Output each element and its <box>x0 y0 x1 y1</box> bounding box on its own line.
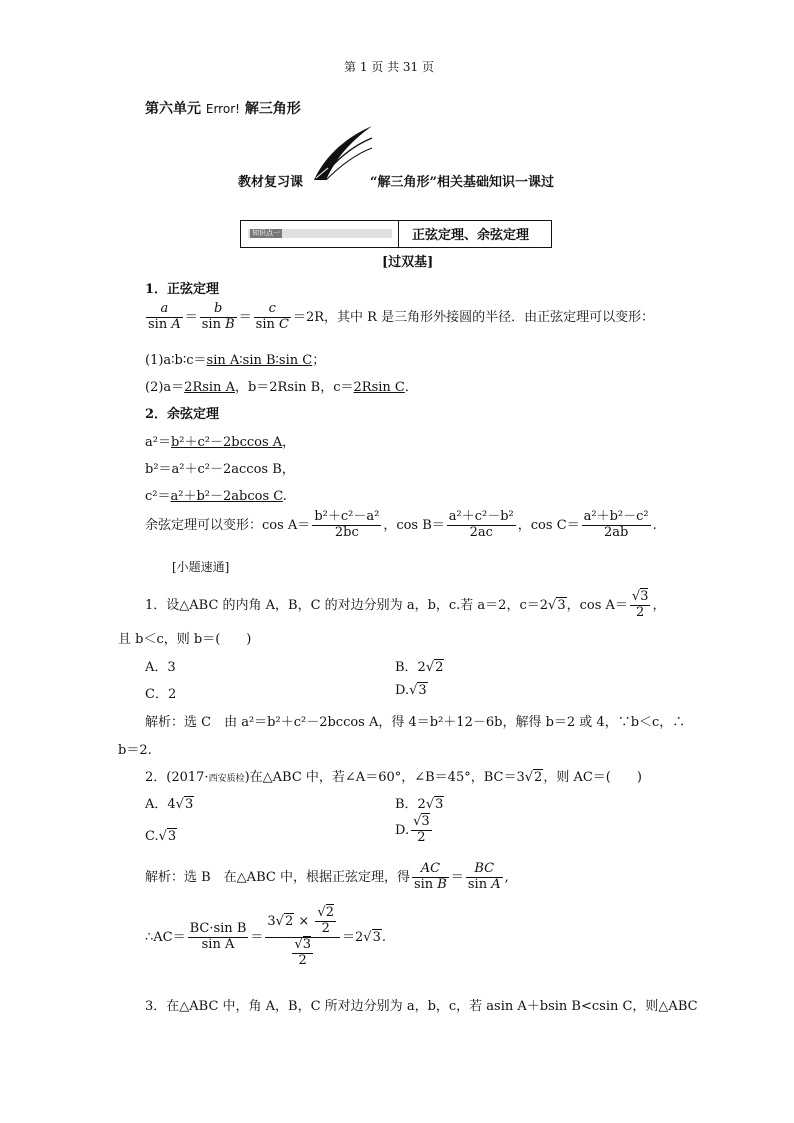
s2-l3-post: . <box>282 489 287 504</box>
s1-item2-post: ． <box>404 380 418 395</box>
q2-option-a: A．4√3 <box>145 797 194 812</box>
q2-solution1: 解析：选 B 在△ABC 中，根据正弦定理，得 $\frac{AC}{\text{sin B}}$ ＝ $\frac{BC}{\text{sin A}}$ , <box>145 861 509 892</box>
s1-item2-mid: ，b＝2Rsin B，c＝ <box>234 380 354 395</box>
unit-name: 解三角形 <box>244 101 301 117</box>
frac-BC-sinA: $\frac{BC}{\text{sin A}}$ <box>467 861 501 892</box>
s2-l1-answer: b²＋c²－2bccos A <box>170 435 283 450</box>
q1-stem-c: ， <box>652 597 666 613</box>
s1-item2-answer1: 2Rsin A <box>184 380 235 395</box>
practice-label: [小题速通] <box>172 560 230 574</box>
swoosh-decoration-icon <box>312 124 374 182</box>
banner-right: “解三角形”相关基础知识一课过 <box>370 175 554 190</box>
q1-stem-b: ，cos A＝ <box>566 597 628 613</box>
q1-stem2: 且 b＜c，则 b＝( ) <box>118 632 252 647</box>
frac-AC-sinB: $\frac{AC}{\text{sin B}}$ <box>413 861 447 892</box>
frac-cosA: $\frac{\text{b²＋c²－a²}}{2bc}$ <box>314 509 380 540</box>
q2-sol2-end: . <box>381 929 386 945</box>
q2-option-d: D. $\frac{√3}{2}$ <box>395 814 430 845</box>
cosine-variant <box>145 510 657 541</box>
error-text: Error! <box>205 102 240 116</box>
q2-stem-post: ，则 AC＝( ) <box>543 770 642 785</box>
s1-item1 <box>145 349 325 368</box>
s1-item1-answer: sin A∶sin B∶sin C <box>206 353 313 368</box>
s2-l1-post: ， <box>282 435 296 450</box>
q2-stem <box>145 766 642 785</box>
q2-option-b: B．2√3 <box>395 797 444 812</box>
s2-line1 <box>145 431 295 450</box>
q2-solution2: ∴AC＝ $\frac{\text{BC·sin B}}{\text{sin A}}$ ＝ 3√2 × $\frac{√2}{2}$ $\frac{√3}{2}$ ＝2√3. <box>145 905 386 968</box>
q2-option-c: C.√3 <box>145 829 177 844</box>
frac-b-sinB: $\frac{b}{\text{sin B}}$ <box>201 301 235 332</box>
q2-sol2-pre: ∴AC＝ <box>145 929 186 945</box>
sqrt-3-a: √3 <box>548 597 566 613</box>
section-tag-label: 知识点一 <box>252 229 280 237</box>
s1-title: 1．正弦定理 <box>145 282 220 297</box>
frac-BCsinB-sinA: $\frac{\text{BC·sin B}}{\text{sin A}}$ <box>189 920 247 952</box>
sine-law-formula: $\frac{a}{\text{sin A}}$ ＝ $\frac{b}{\text{sin B}}$ ＝ $\frac{c}{\text{sin C}}$ ＝2R，其中 R 是三角形外接圆的半径．由正弦定理可以变形： <box>148 301 655 332</box>
frac-cosB: $\frac{\text{a²＋c²－b²}}{2ac}$ <box>448 509 514 540</box>
q1-solution2: b＝2. <box>118 743 152 758</box>
sine-law-tail: ＝2R，其中 R 是三角形外接圆的半径．由正弦定理可以变形： <box>292 309 655 325</box>
q1-solution: 解析：选 C 由 a²＝b²＋c²－2bccos A，得 4＝b²＋12－6b，解得 b＝2 或 4，∵b＜c，∴ <box>145 715 686 730</box>
variant-pre: 余弦定理可以变形：cos A＝ <box>145 517 311 533</box>
frac-cosC: $\frac{\text{a²＋b²－c²}}{2ab}$ <box>583 509 649 540</box>
s1-item1-pre: (1)a∶b∶c＝ <box>145 353 207 368</box>
q2-sol1-post: , <box>504 869 509 885</box>
s2-l3-answer: a²＋b²－2abcos C <box>170 489 283 504</box>
s1-item2-pre: (2)a＝ <box>145 380 185 395</box>
frac-compound: 3√2 × $\frac{√2}{2}$ $\frac{√3}{2}$ <box>265 906 340 969</box>
sep-cosC: ，cos C＝ <box>517 517 580 533</box>
q3-stem: 3．在△ABC 中，角 A，B，C 所对边分别为 a，b，c，若 asin A＋bsin B<csin C，则△ABC <box>145 999 698 1014</box>
s1-item2-answer2: 2Rsin C <box>353 380 405 395</box>
s2-line2: b²＝a²＋c²－2accos B， <box>145 462 295 477</box>
q2-stem-mid: )在△ABC 中，若∠A＝60°，∠B＝45°，BC＝3 <box>244 770 525 785</box>
q1-option-c: C．2 <box>145 687 177 702</box>
page-number: 第 1 页 共 31 页 <box>344 60 434 74</box>
q1-option-b: B．2√2 <box>395 660 444 675</box>
q1-stem <box>145 590 666 621</box>
s2-l3-pre: c²＝ <box>145 489 171 504</box>
q2-sol2-post: ＝2 <box>342 929 364 945</box>
variant-end: . <box>652 517 657 533</box>
frac-c-sinC: $\frac{c}{\text{sin C}}$ <box>255 301 289 332</box>
s2-line3 <box>145 485 287 504</box>
section-divider <box>398 220 399 247</box>
sqrt-2-q2: √2 <box>524 770 543 785</box>
frac-sqrt3-over-2: $\frac{√3}{2}$ <box>631 589 649 620</box>
sep-cosB: ，cos B＝ <box>383 517 445 533</box>
q1-stem-a: 1．设△ABC 的内角 A，B，C 的对边分别为 a，b，c.若 a＝2，c＝2 <box>145 597 549 613</box>
s1-item1-post: ； <box>312 353 326 368</box>
unit-title <box>145 98 301 118</box>
s2-l1-pre: a²＝ <box>145 435 171 450</box>
subhead-review: [过双基] <box>382 255 434 270</box>
frac-a-sinA: $\frac{a}{\text{sin A}}$ <box>148 301 181 332</box>
q2-source: 西安质检 <box>208 774 245 784</box>
unit-prefix: 第六单元 <box>145 101 201 117</box>
q2-sol1-pre: 解析：选 B 在△ABC 中，根据正弦定理，得 <box>145 869 410 885</box>
section-title: 正弦定理、余弦定理 <box>412 228 530 243</box>
q1-option-d: D.√3 <box>395 683 427 698</box>
s2-title: 2．余弦定理 <box>145 407 220 422</box>
q1-option-a: A．3 <box>145 660 176 675</box>
q2-stem-pre: 2．(2017· <box>145 770 209 785</box>
s1-item2 <box>145 376 418 395</box>
banner-left: 教材复习课 <box>238 175 304 190</box>
sqrt-3-result: √3 <box>363 929 381 945</box>
